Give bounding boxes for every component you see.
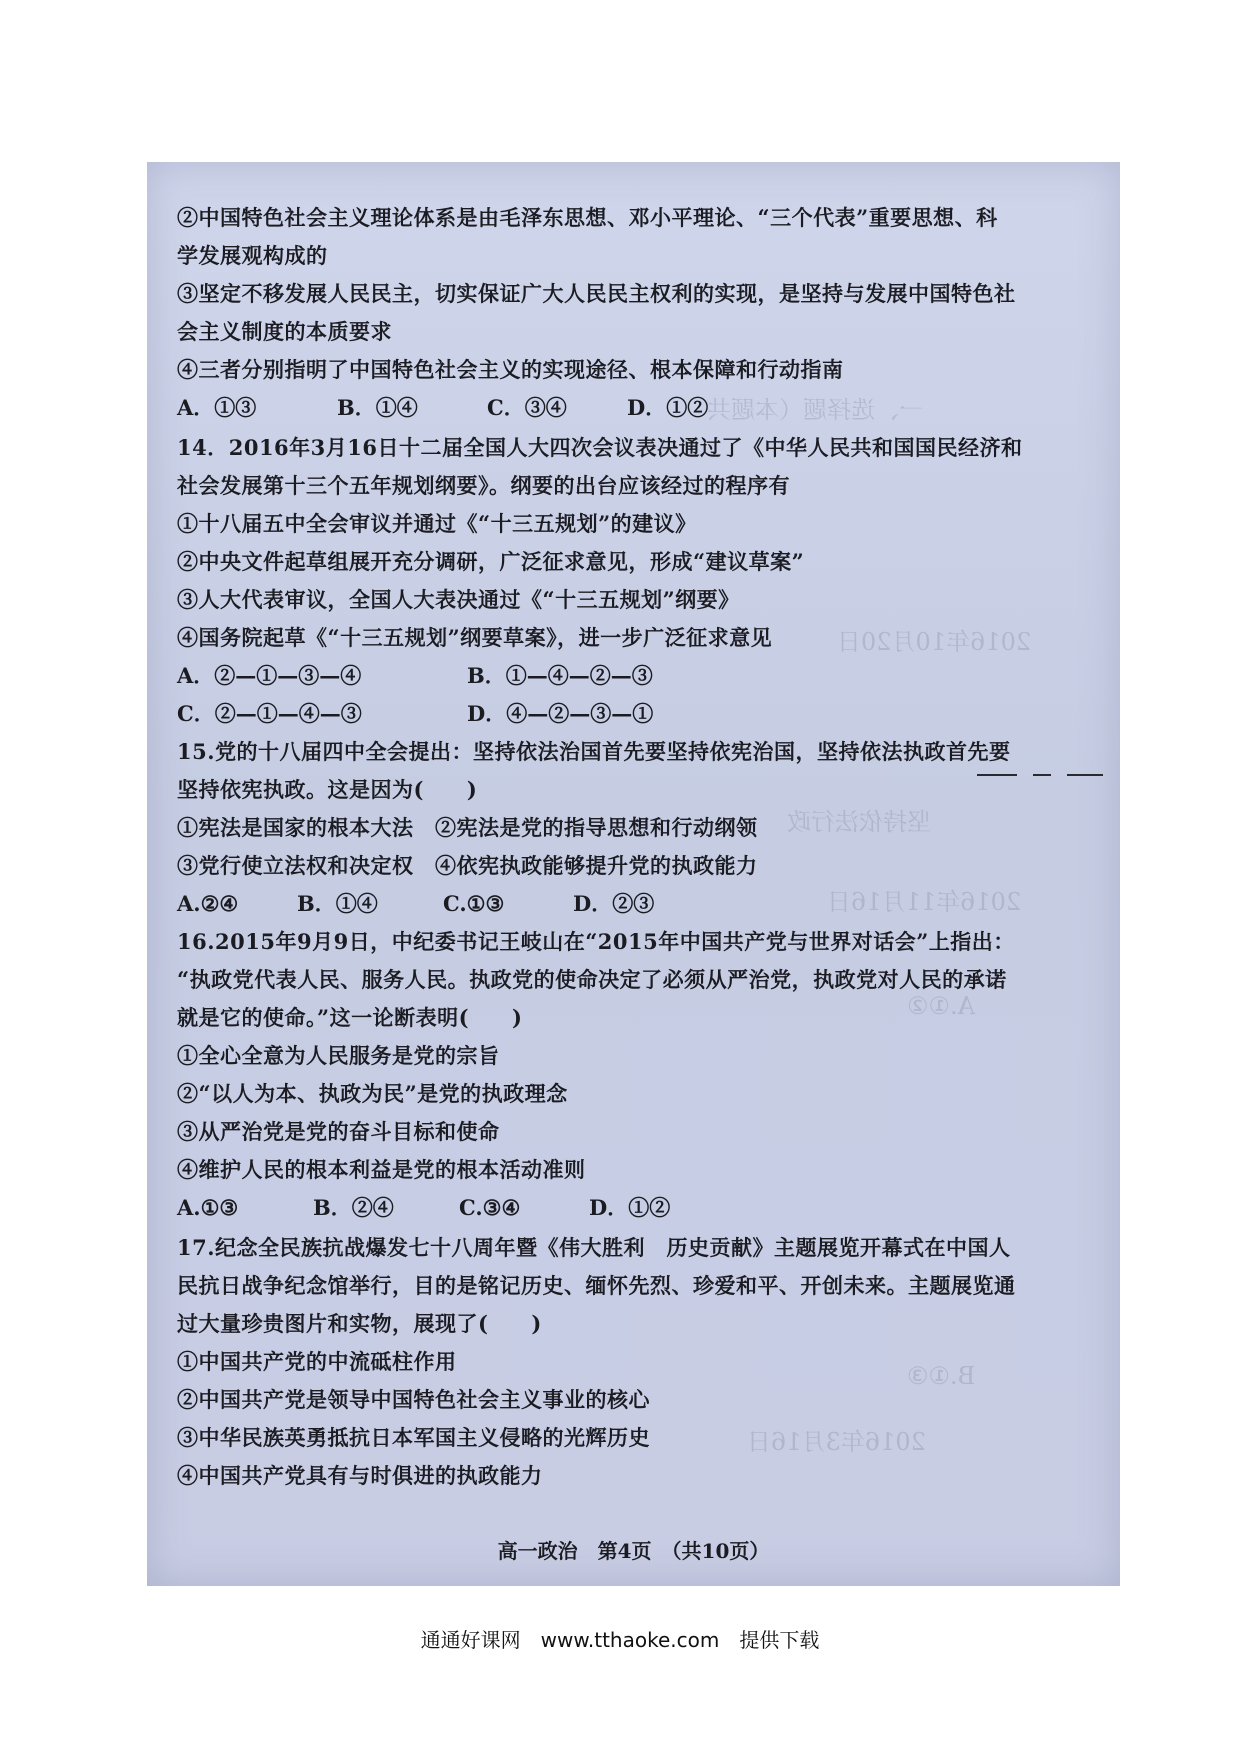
statement-line: ①全心全意为人民服务是党的宗旨 (177, 1043, 500, 1068)
question-text: 就是它的使命。”这一论断表明( ) (177, 1005, 523, 1030)
bleed-through-text: 2016年10月20日 (837, 628, 1032, 656)
statement-line: ②中央文件起草组展开充分调研，广泛征求意见，形成“建议草案” (177, 549, 805, 574)
option-d: D．①② (627, 395, 709, 420)
option-c: C.③④ (459, 1195, 521, 1220)
statement-line: ①十八届五中全会审议并通过《“十三五规划”的建议》 (177, 511, 697, 536)
bleed-through-text: A.①② (907, 992, 975, 1020)
margin-dash (977, 774, 1017, 776)
download-credit: 通通好课网 www.tthaoke.com 提供下载 (420, 1628, 820, 1652)
question-15: 15.党的十八届四中全会提出：坚持依法治国首先要坚持依宪治国，坚持依法执政首先要 (177, 739, 1011, 764)
option-c: C．③④ (487, 395, 567, 420)
option-c: C．②—①—④—③ (177, 701, 362, 726)
statement-line: ②中国共产党是领导中国特色社会主义事业的核心 (177, 1387, 650, 1412)
question-text: 过大量珍贵图片和实物，展现了( ) (177, 1311, 542, 1336)
statement-line: ④国务院起草《“十三五规划”纲要草案》，进一步广泛征求意见 (177, 625, 773, 650)
statement-line: ④维护人民的根本利益是党的根本活动准则 (177, 1157, 586, 1182)
statement-line: ①中国共产党的中流砥柱作用 (177, 1349, 457, 1374)
question-17: 17.纪念全民族抗战爆发七十八周年暨《伟大胜利 历史贡献》主题展览开幕式在中国人 (177, 1235, 1011, 1260)
statement-line: ②“以人为本、执政为民”是党的执政理念 (177, 1081, 568, 1106)
question-14: 14．2016年3月16日十二届全国人大四次会议表决通过了《中华人民共和国国民经济和 (177, 435, 1023, 460)
statement-line: ②中国特色社会主义理论体系是由毛泽东思想、邓小平理论、“三个代表”重要思想、科 (177, 205, 998, 230)
option-b: B．②④ (313, 1195, 394, 1220)
question-text: “执政党代表人民、服务人民。执政党的使命决定了必须从严治党，执政党对人民的承诺 (177, 967, 1007, 992)
question-text: 社会发展第十三个五年规划纲要》。纲要的出台应该经过的程序有 (177, 473, 790, 498)
statement-line: ③中华民族英勇抵抗日本军国主义侵略的光辉历史 (177, 1425, 650, 1450)
option-a: A．②—①—③—④ (177, 663, 362, 688)
option-d: D．②③ (573, 891, 655, 916)
option-c: C.①③ (443, 891, 505, 916)
statement-line: ③党行使立法权和决定权 ④依宪执政能够提升党的执政能力 (177, 853, 758, 878)
option-b: B．①④ (337, 395, 418, 420)
option-d: D．④—②—③—① (467, 701, 654, 726)
statement-line: ③人大代表审议，全国人大表决通过《“十三五规划”纲要》 (177, 587, 740, 612)
margin-dash (1033, 774, 1051, 776)
option-a: A．①③ (177, 395, 257, 420)
statement-line: ③从严治党是党的奋斗目标和使命 (177, 1119, 500, 1144)
option-a: A.①③ (177, 1195, 239, 1220)
page-number-footer: 高一政治 第4页 （共10页） (497, 1539, 770, 1563)
option-b: B．①④ (297, 891, 378, 916)
bleed-through-text: B.①③ (907, 1362, 976, 1390)
option-a: A.②④ (177, 891, 239, 916)
statement-line: ①宪法是国家的根本大法 ②宪法是党的指导思想和行动纲领 (177, 815, 758, 840)
statement-line: ③坚定不移发展人民民主，切实保证广大人民民主权利的实现，是坚持与发展中国特色社 (177, 281, 1016, 306)
scanned-page-photo (147, 162, 1120, 1586)
question-text: 坚持依宪执政。这是因为( ) (177, 777, 478, 802)
question-16: 16.2015年9月9日，中纪委书记王岐山在“2015年中国共产党与世界对话会”上指出： (177, 929, 1015, 954)
statement-line: 学发展观构成的 (177, 243, 328, 268)
statement-line: ④三者分别指明了中国特色社会主义的实现途径、根本保障和行动指南 (177, 357, 844, 382)
bleed-through-text: 2016年3月16日 (747, 1428, 926, 1456)
bleed-through-text: 2016年11月16日 (827, 888, 1022, 916)
margin-dash (1067, 774, 1103, 776)
bleed-through-text: 坚持依法行政 (787, 808, 931, 836)
option-b: B．①—④—②—③ (467, 663, 653, 688)
statement-line: 会主义制度的本质要求 (177, 319, 392, 344)
bleed-through-text: 一、选择题（本题共 (707, 396, 923, 424)
option-d: D．①② (589, 1195, 671, 1220)
statement-line: ④中国共产党具有与时俱进的执政能力 (177, 1463, 543, 1488)
question-text: 民抗日战争纪念馆举行，目的是铭记历史、缅怀先烈、珍爱和平、开创未来。主题展览通 (177, 1273, 1016, 1298)
